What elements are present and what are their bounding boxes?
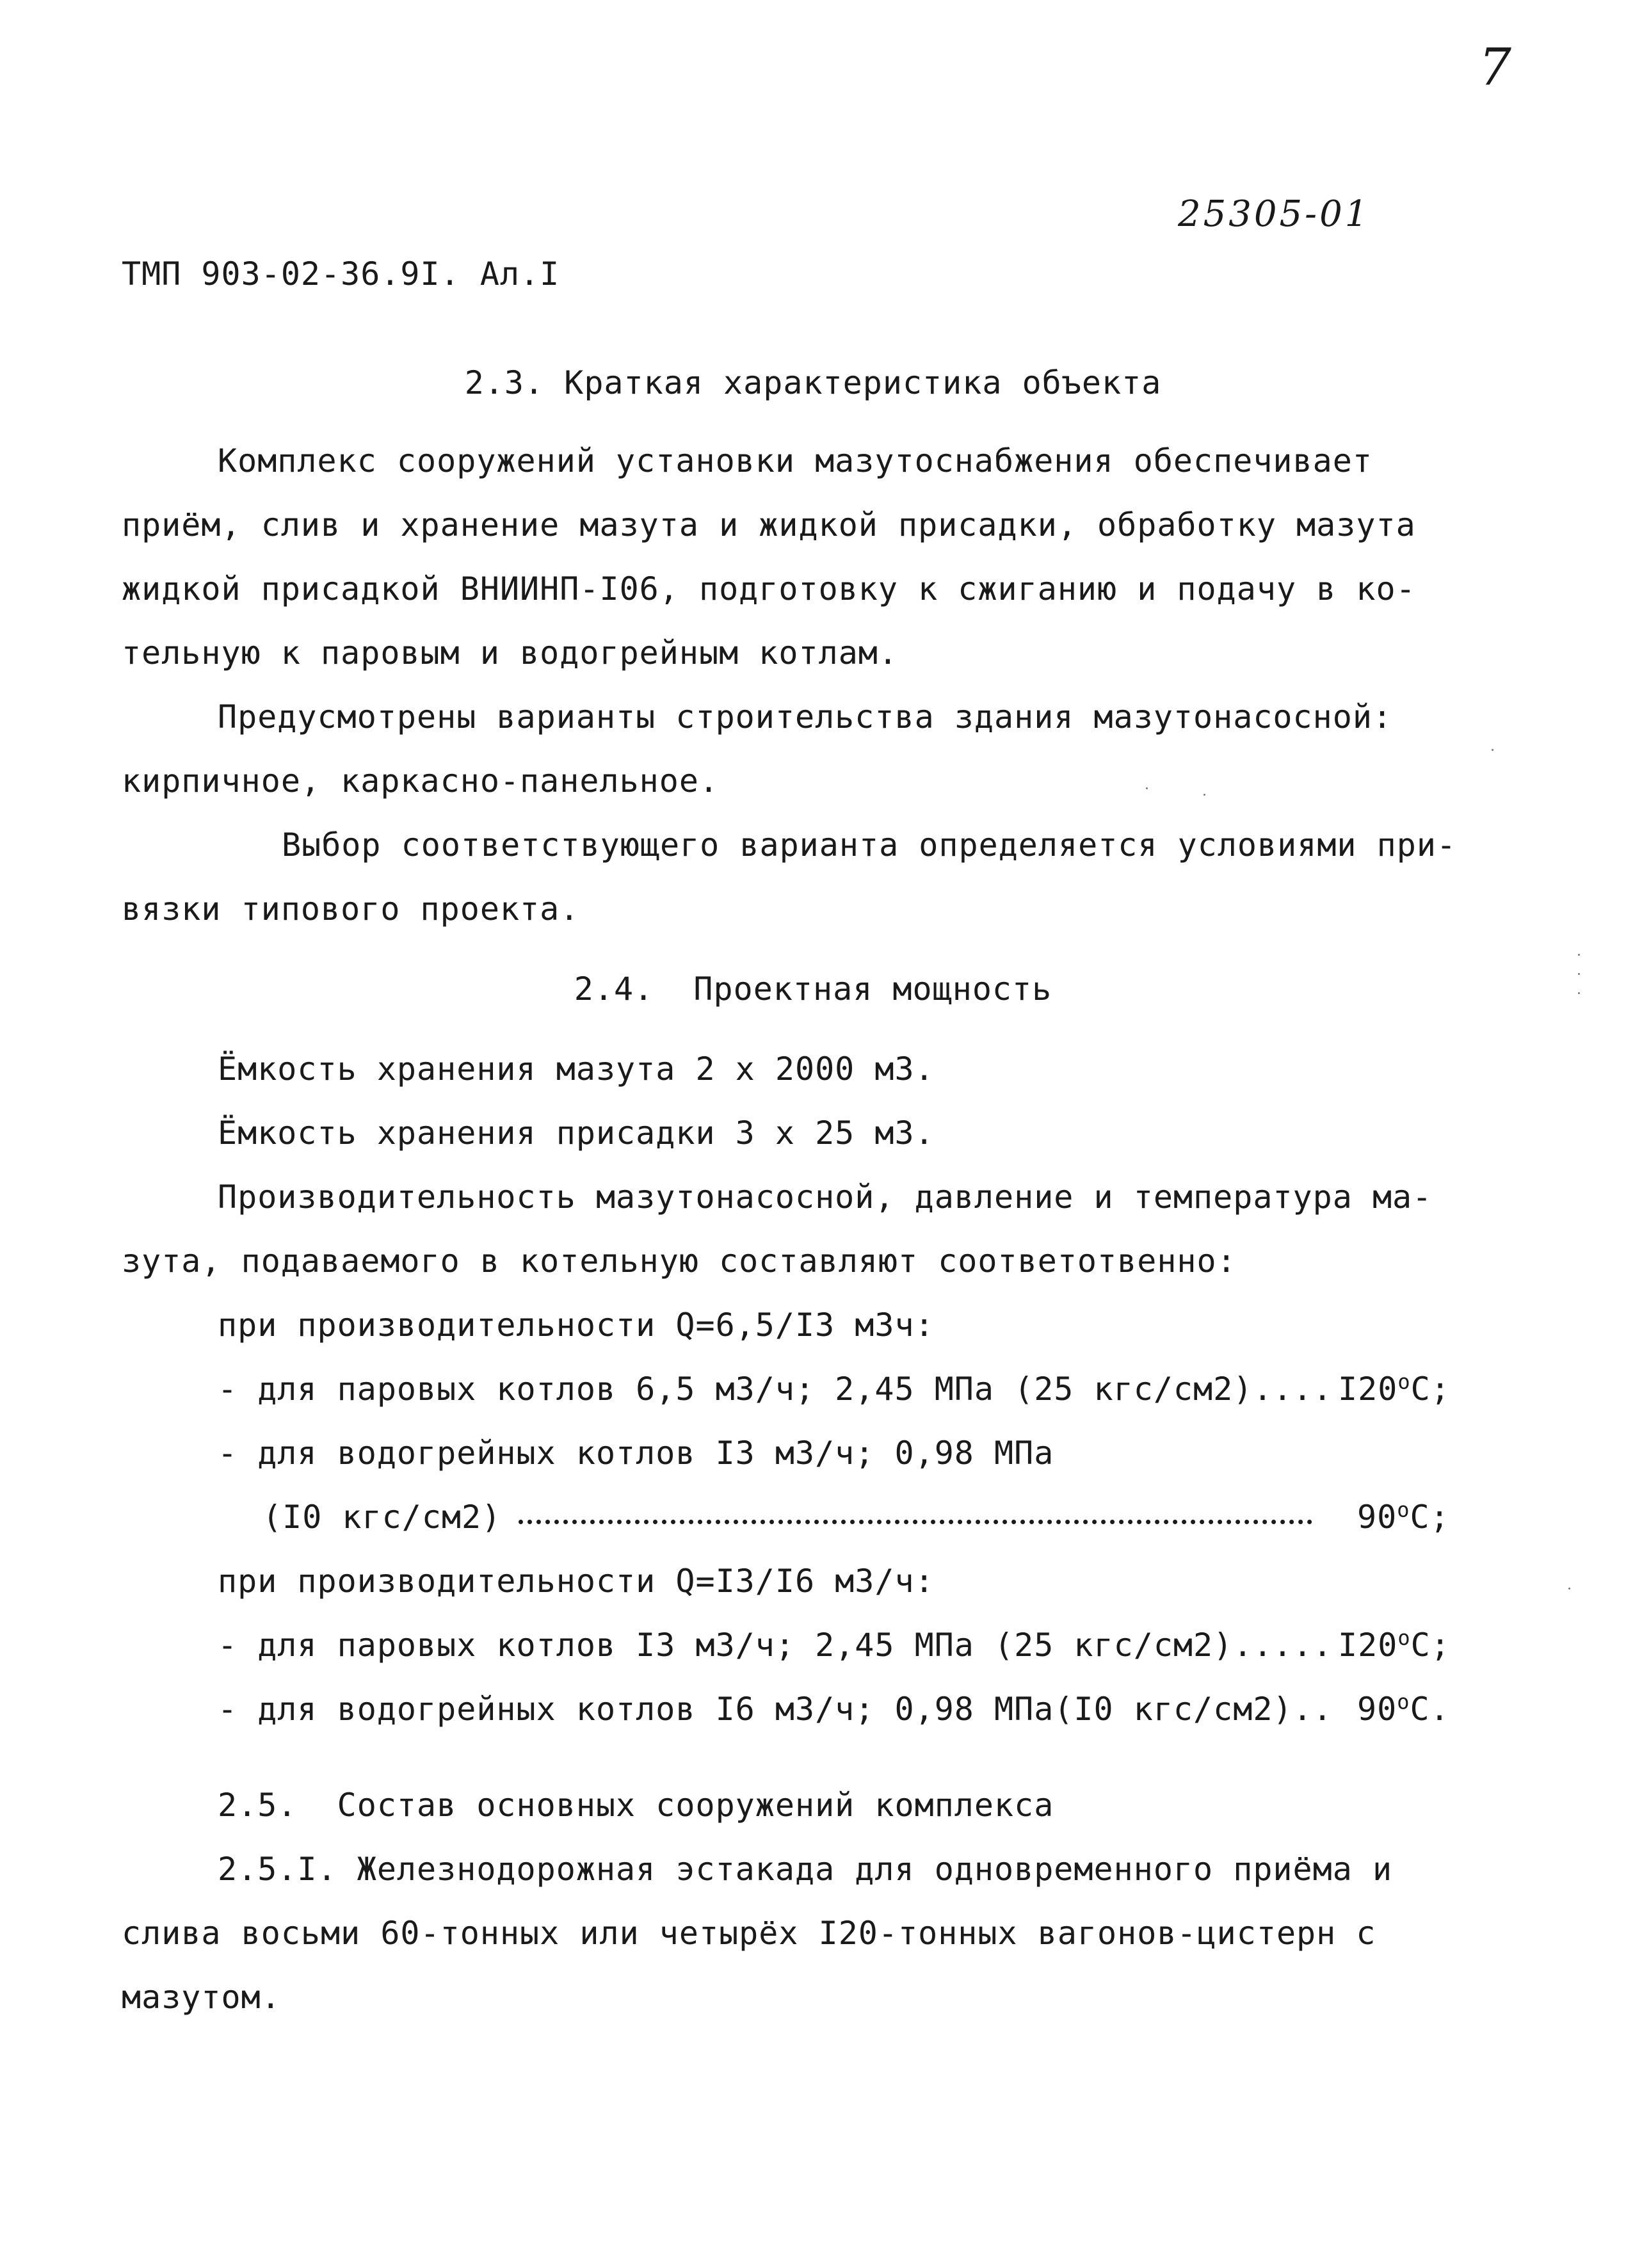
scan-speck [1578, 973, 1580, 975]
temperature-value: I20$^o$С; [1338, 1625, 1451, 1664]
paragraph-line: - для паровых котлов I3 м3/ч; 2,45 МПа (25 кгс/см2)..... [218, 1627, 1333, 1664]
scan-speck [1492, 749, 1493, 751]
scan-speck [1568, 1588, 1570, 1589]
paragraph-line: Ёмкость хранения присадки 3 х 25 м3. [218, 1114, 935, 1152]
paragraph-line: Предусмотрены варианты строительства здания мазутонасосной: [218, 698, 1393, 736]
paragraph-line: Ёмкость хранения мазута 2 х 2000 м3. [218, 1050, 935, 1088]
scan-speck [1203, 794, 1205, 796]
paragraph-line: Комплекс сооружений установки мазутоснабжения обеспечивает [218, 442, 1372, 479]
paragraph-line: мазутом. [122, 1979, 281, 2016]
temperature-value: 90$^o$С; [1357, 1497, 1450, 1536]
temperature-value: I20$^o$С; [1338, 1369, 1451, 1408]
paragraph-line: кирпичное, каркасно-панельное. [122, 762, 720, 800]
paragraph-line: вязки типового проекта. [122, 890, 580, 928]
handwritten-code: 25305-01 [1178, 193, 1371, 235]
paragraph-line: при производительности Q=I3/I6 м3/ч: [218, 1563, 935, 1600]
paragraph-line: Производительность мазутонасосной, давление и температура ма- [218, 1178, 1433, 1216]
section-2-3-title: 2.3. Краткая характеристика объекта [464, 364, 1162, 401]
paragraph-line: слива восьми 60-тонных или четырёх I20-тонных вагонов-цистерн с [122, 1915, 1376, 1952]
paragraph-line: 2.5.I. Железнодорожная эстакада для одновременного приёма и [218, 1851, 1393, 1888]
paragraph-line: приём, слив и хранение мазута и жидкой присадки, обработку мазута [122, 506, 1416, 543]
paragraph-line: зута, подаваемого в котельную составляют соответотвенно: [122, 1243, 1237, 1280]
dot-leader [519, 1520, 1312, 1524]
paragraph-line: (I0 кгс/см2) [262, 1499, 502, 1536]
paragraph-line: при производительности Q=6,5/I3 м3ч: [218, 1307, 935, 1344]
scan-speck [1578, 992, 1580, 994]
page-number: 7 [1479, 37, 1511, 97]
document-reference: ТМП 903-02-36.9I. Ал.I [122, 255, 560, 293]
paragraph-line: - для водогрейных котлов I3 м3/ч; 0,98 МПа [218, 1435, 1054, 1472]
paragraph-line: - для водогрейных котлов I6 м3/ч; 0,98 МПа(I0 кгс/см2).. [218, 1691, 1333, 1728]
scan-speck [1578, 954, 1580, 956]
section-2-4-title: 2.4. Проектная мощность [574, 970, 1052, 1008]
paragraph-line: - для паровых котлов 6,5 м3/ч; 2,45 МПа (25 кгс/см2).... [218, 1371, 1333, 1408]
paragraph-line: Выбор соответствующего варианта определяется условиями при- [282, 826, 1457, 864]
section-2-5-title: 2.5. Состав основных сооружений комплекса [218, 1787, 1054, 1824]
scan-speck [1146, 787, 1148, 789]
paragraph-line: тельную к паровым и водогрейным котлам. [122, 634, 898, 672]
temperature-value: 90$^o$С. [1357, 1689, 1450, 1728]
paragraph-line: жидкой присадкой ВНИИНП-I06, подготовку к сжиганию и подачу в ко- [122, 570, 1416, 607]
